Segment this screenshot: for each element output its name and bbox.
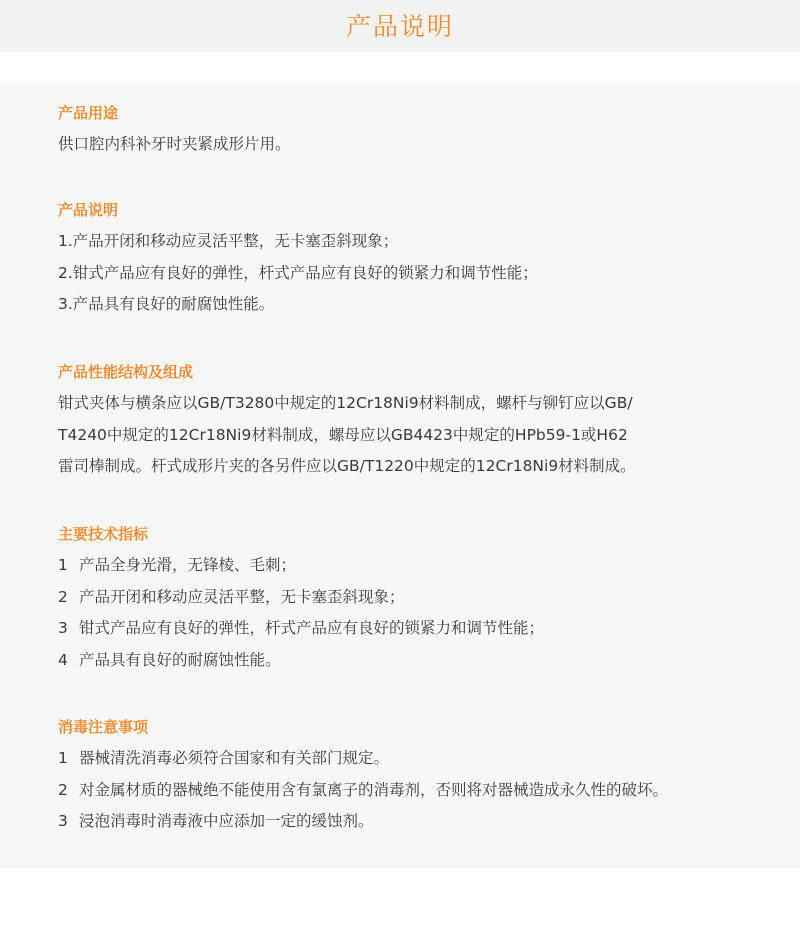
list-item [58,582,790,614]
section-disinfection [58,716,790,838]
section-title: 产品说明 [58,201,119,219]
item-text: 器械清洗消毒必须符合国家和有关部门规定。 [79,749,390,767]
section-title: 产品用途 [58,104,119,122]
list-item [58,613,790,645]
text-line: 2.钳式产品应有良好的弹性，杆式产品应有良好的锁紧力和调节性能； [58,263,538,282]
page-title: 产品说明 [345,12,454,41]
section-specs [58,523,790,676]
item-number: 1 [58,556,68,574]
content-panel [0,82,800,868]
item-number: 3 [58,812,68,830]
section-title: 产品性能结构及组成 [58,363,194,381]
item-text: 浸泡消毒时消毒液中应添加一定的缓蚀剂。 [79,812,374,830]
item-text: 对金属材质的器械绝不能使用含有氯离子的消毒剂，否则将对器械造成永久性的破坏。 [79,780,669,799]
text-line: 3.产品具有良好的耐腐蚀性能。 [58,295,275,313]
section-title: 主要技术指标 [58,525,149,543]
list-item [58,550,790,582]
item-text: 产品具有良好的耐腐蚀性能。 [79,650,281,669]
list-item [58,645,790,677]
item-text: 钳式产品应有良好的弹性，杆式产品应有良好的锁紧力和调节性能； [79,619,545,637]
text-line: 钳式夹体与横条应以GB/T3280中规定的12Cr18Ni9材料制成，螺杆与铆钉应以GB/ [58,394,633,412]
item-number: 4 [58,650,68,669]
section-structure [58,361,790,483]
item-number: 2 [58,780,68,799]
item-text: 产品全身光滑，无锋棱、毛刺； [79,556,297,574]
list-item [58,743,790,775]
section-description [58,199,790,321]
text-line: 供口腔内科补牙时夹紧成形片用。 [58,135,291,153]
text-line: 1.产品开闭和移动应灵活平整，无卡塞歪斜现象； [58,232,399,250]
section-usage [58,102,790,161]
section-title: 消毒注意事项 [58,718,149,736]
page-header [0,0,800,52]
item-text: 产品开闭和移动应灵活平整，无卡塞歪斜现象； [79,587,405,606]
text-line: 雷司棒制成。杆式成形片夹的各另件应以GB/T1220中规定的12Cr18Ni9材料制成。 [58,457,636,475]
item-number: 1 [58,749,68,767]
list-item [58,775,790,807]
item-number: 3 [58,619,68,637]
text-line: T4240中规定的12Cr18Ni9材料制成，螺母应以GB4423中规定的HPb59-1或H62 [58,425,628,444]
list-item [58,806,790,838]
item-number: 2 [58,587,68,606]
